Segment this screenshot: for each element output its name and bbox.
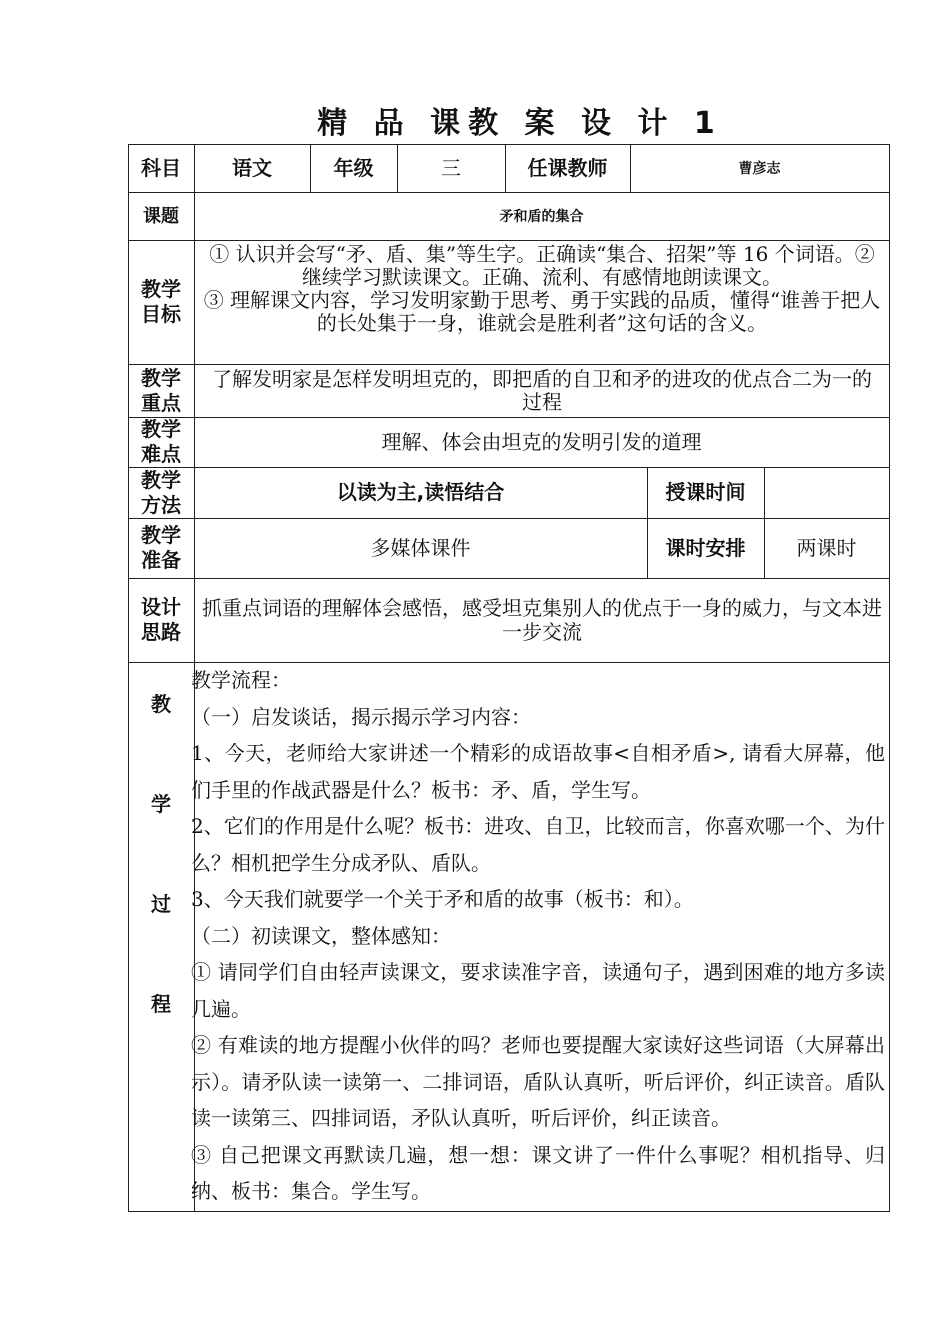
difficulty-label: 教学 难点 xyxy=(141,417,181,466)
difficulty-value: 理解、体会由坦克的发明引发的道理 xyxy=(381,430,702,454)
process-paragraph: （一）启发谈话，揭示揭示学习内容： xyxy=(191,704,531,729)
subject-label: 科目 xyxy=(141,155,181,180)
schedule-value: 两课时 xyxy=(796,536,857,560)
prep-value: 多媒体课件 xyxy=(370,536,471,560)
subject-value: 语文 xyxy=(232,155,272,180)
process-paragraph: 2、它们的作用是什么呢？板书：进攻、自卫，比较而言，你喜欢哪一个、为什么？相机把学生分成矛队、盾队。 xyxy=(191,814,885,875)
key-point-value: 了解发明家是怎样发明坦克的，即把盾的自卫和矛的进攻的优点合二为一的过程 xyxy=(212,366,872,414)
method-label: 教学 方法 xyxy=(141,467,181,517)
process-paragraph: ③ 自己把课文再默读几遍，想一想：课文讲了一件什么事呢？相机指导、归纳、板书：集合。学生写。 xyxy=(191,1142,885,1203)
process-label-char-1: 教 xyxy=(151,692,171,716)
goals-label: 教学 目标 xyxy=(141,277,181,326)
topic-value: 矛和盾的集合 xyxy=(499,209,584,225)
design-label: 设计 思路 xyxy=(141,595,181,644)
process-paragraph: （二）初读课文，整体感知： xyxy=(191,923,451,948)
method-value: 以读为主,读悟结合 xyxy=(336,480,505,504)
grade-value: 三 xyxy=(441,156,461,180)
process-paragraph: ② 有难读的地方提醒小伙伴的吗？老师也要提醒大家读好这些词语（大屏幕出示）。请矛队读一读第一、二排词语，盾队认真听，听后评价，纠正读音。盾队读一读第三、四排词语，矛队认真听，听后评价，纠正读音。 xyxy=(191,1033,885,1130)
process-text xyxy=(191,662,885,1210)
goals-text xyxy=(200,243,884,335)
key-point-label: 教学 重点 xyxy=(141,365,181,415)
grade-label: 年级 xyxy=(333,155,374,180)
design-value: 抓重点词语的理解体会感悟，感受坦克集别人的优点于一身的威力，与文本进一步交流 xyxy=(202,596,882,644)
page-title: 精 品 课教 案 设 计 1 xyxy=(317,106,723,141)
process-paragraph: ① 请同学们自由轻声读课文，要求读准字音，读通句子，遇到困难的地方多读几遍。 xyxy=(191,960,885,1021)
lesson-time-label: 授课时间 xyxy=(665,480,746,504)
lesson-time-value xyxy=(764,467,889,518)
teacher-label: 任课教师 xyxy=(527,155,608,180)
process-paragraph: 3、今天我们就要学一个关于矛和盾的故事（板书：和）。 xyxy=(191,887,694,911)
topic-label: 课题 xyxy=(143,205,179,227)
teacher-value: 曹彦志 xyxy=(738,161,781,177)
schedule-label: 课时安排 xyxy=(665,535,746,560)
process-label-char-4: 程 xyxy=(151,992,171,1016)
process-paragraph: 教学流程： xyxy=(191,668,291,692)
process-label-char-2: 学 xyxy=(151,792,171,816)
goals-line-1: ① 认识并会写“矛、盾、集”等生字。正确读“集合、招架”等 16 个词语。②继续学习默读课文。正确、流利、有感情地朗读课文。 xyxy=(209,242,875,289)
goals-line-2: ③ 理解课文内容，学习发明家勤于思考、勇于实践的品质，懂得“谁善于把人的长处集于一身，谁就会是胜利者”这句话的含义。 xyxy=(203,288,881,335)
process-label-char-3: 过 xyxy=(151,892,171,916)
prep-label: 教学 准备 xyxy=(141,523,181,572)
process-paragraph: 1、今天，老师给大家讲述一个精彩的成语故事<自相矛盾>, 请看大屏幕，他们手里的作战武器是什么？板书：矛、盾，学生写。 xyxy=(191,741,885,802)
